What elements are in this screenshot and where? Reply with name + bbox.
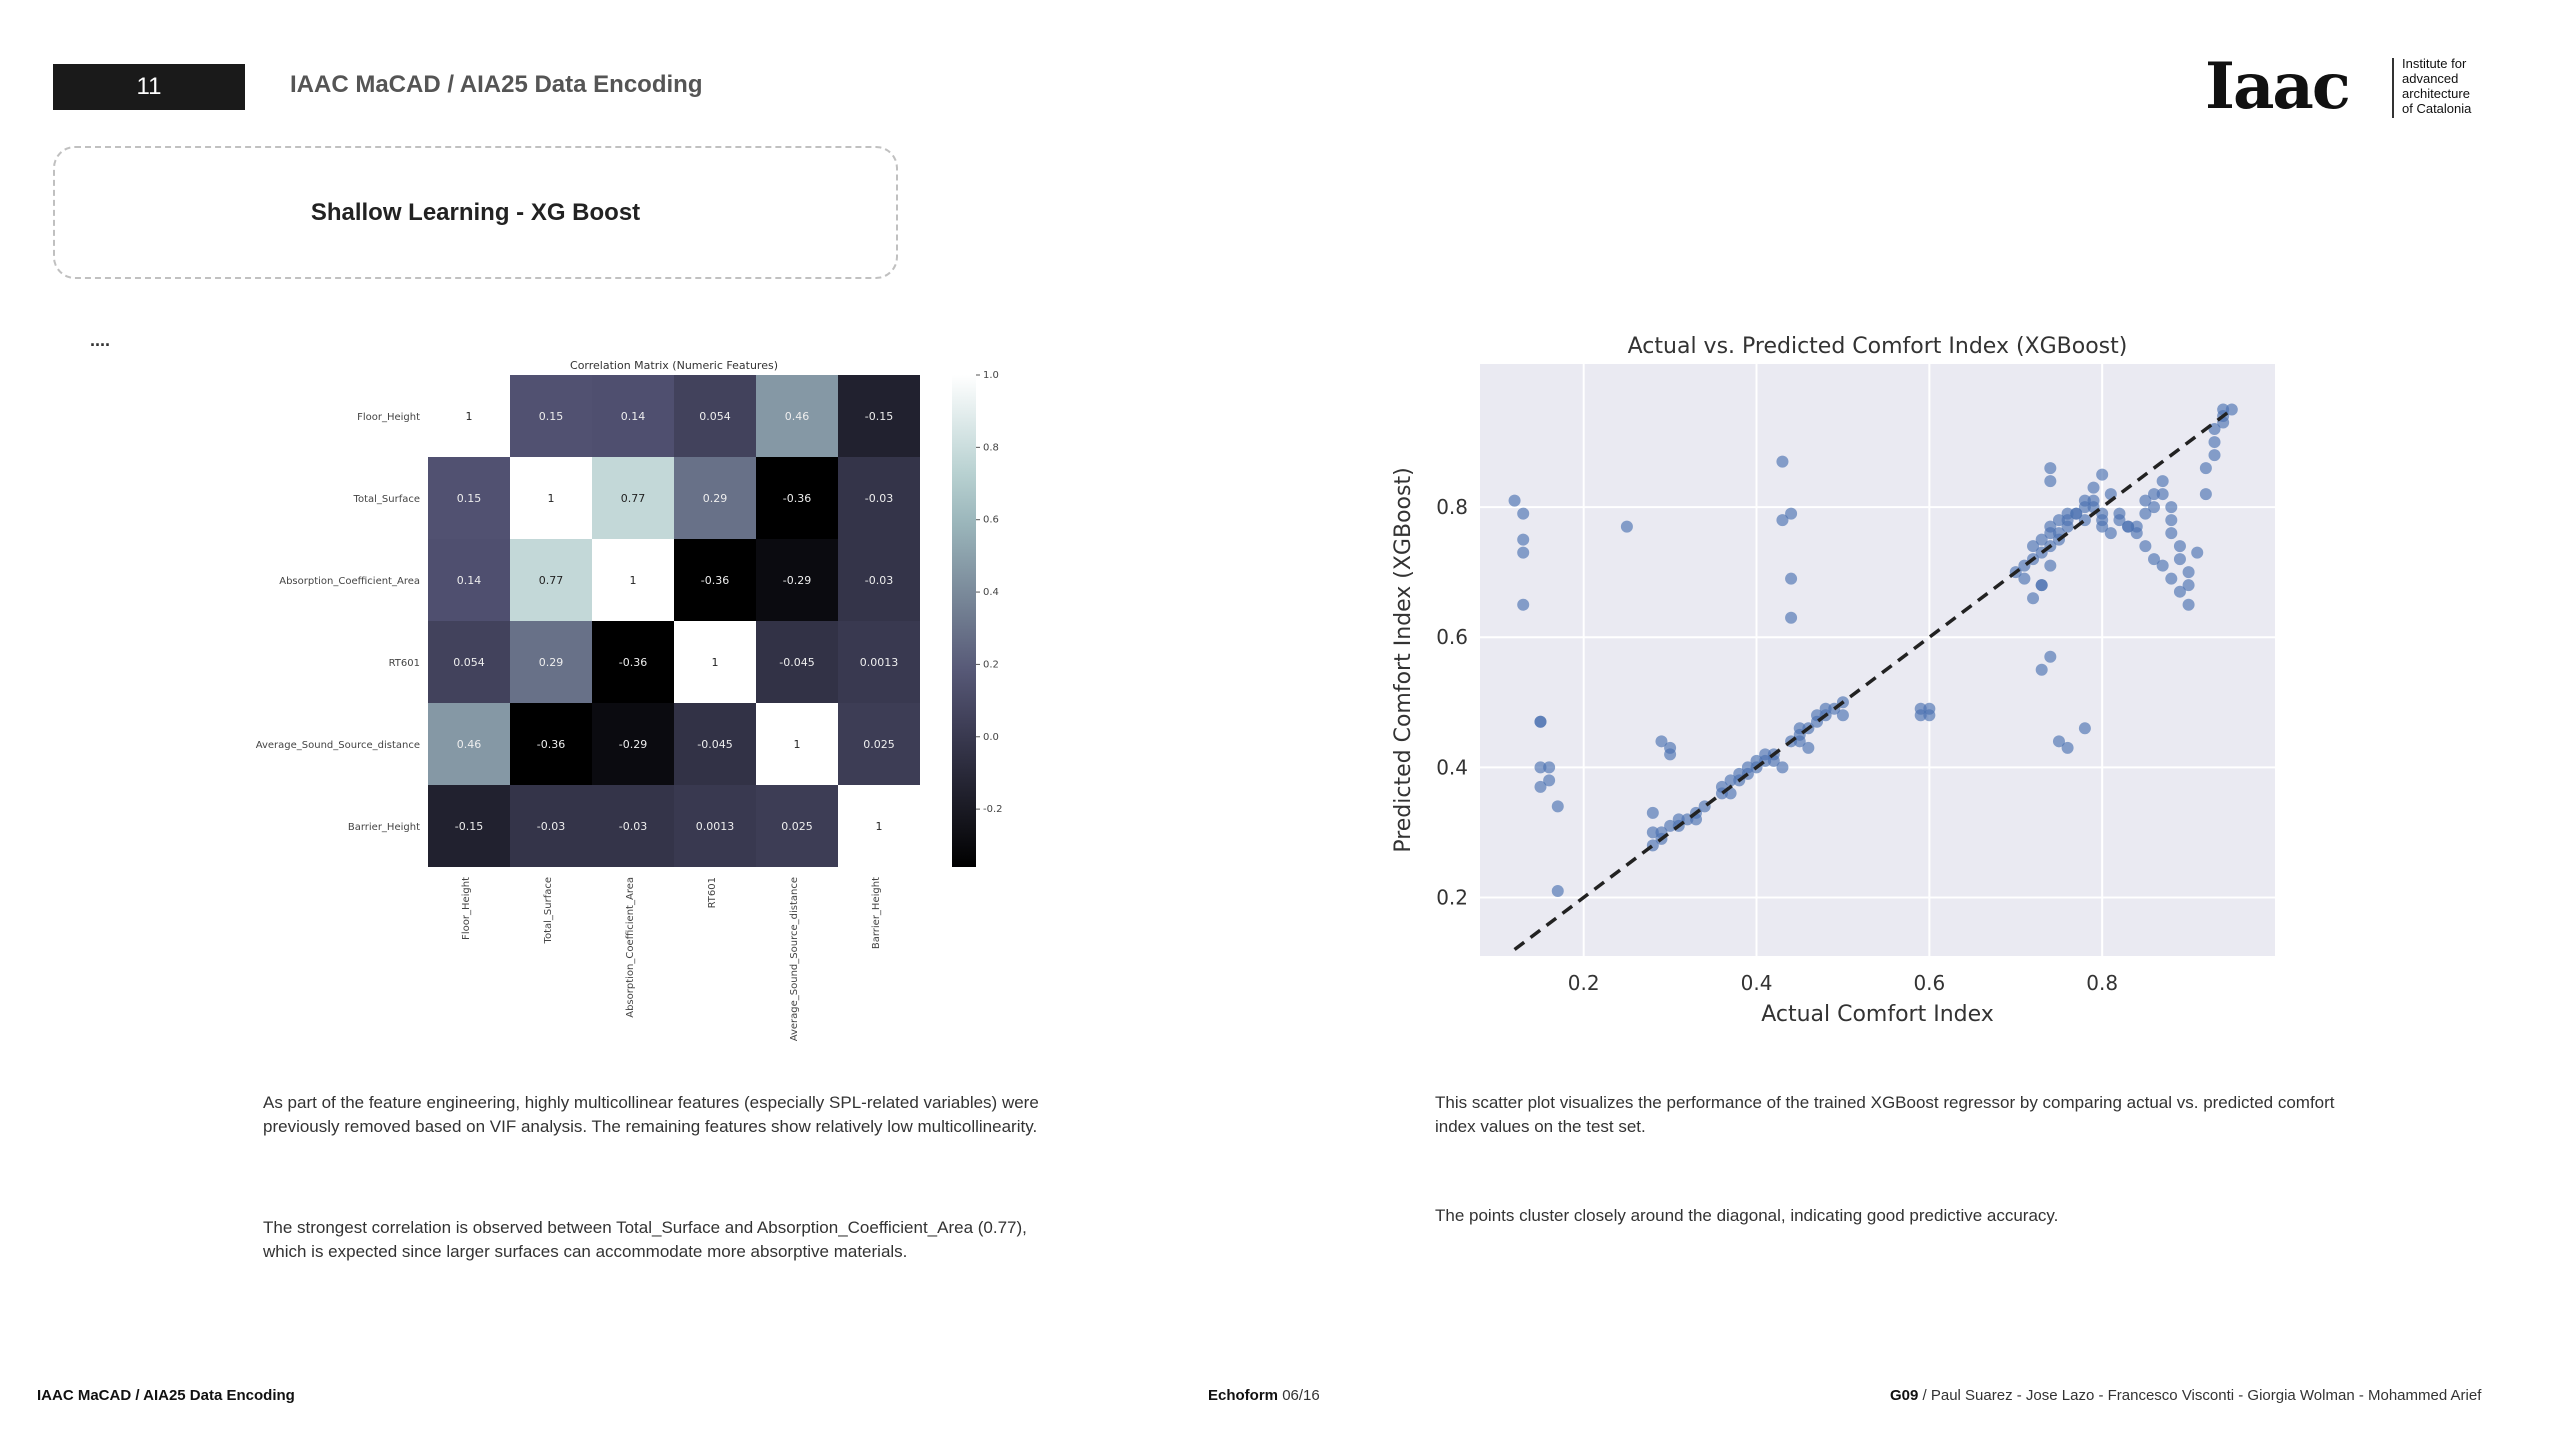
- heatmap-cell-label: -0.045: [697, 738, 733, 751]
- scatter-point: [1517, 534, 1529, 546]
- x-axis-label: Actual Comfort Index: [1761, 1002, 1994, 1027]
- heatmap-cell-label: 0.14: [620, 410, 646, 423]
- scatter-point: [2174, 553, 2186, 565]
- scatter-point: [1776, 761, 1788, 773]
- heatmap-row-label: Barrier_Height: [347, 822, 420, 833]
- scatter-point: [2148, 501, 2160, 513]
- scatter-point: [2157, 475, 2169, 487]
- x-tick-label: 0.2: [1567, 971, 1600, 995]
- heatmap-cell-label: 1: [793, 738, 801, 751]
- scatter-point: [1517, 508, 1529, 520]
- scatter-point: [1552, 800, 1564, 812]
- scatter-point: [2096, 469, 2108, 481]
- scatter-point: [1776, 456, 1788, 468]
- right-paragraph-2: The points cluster closely around the diagonal, indicating good predictive accuracy.: [1435, 1206, 2059, 1225]
- y-tick-label: 0.8: [1436, 495, 1468, 520]
- y-tick-label: 0.4: [1436, 755, 1468, 780]
- left-paragraph-1: As part of the feature engineering, highly multicollinear features (especially SPL-related variables) were previously removed based on VIF analysis. The remaining features show relatively low multicollinearity.: [263, 1093, 1039, 1136]
- heatmap-cell-label: 0.025: [781, 820, 813, 833]
- y-tick-label: 0.2: [1436, 885, 1468, 910]
- scatter-point: [2079, 722, 2091, 734]
- correlation-heatmap: [240, 355, 1040, 1075]
- header-title: IAAC MaCAD / AIA25 Data Encoding: [290, 71, 703, 98]
- heatmap-cell-label: -0.045: [779, 656, 815, 669]
- logo-text-line: Institute for: [2402, 56, 2467, 71]
- scatter-point: [2165, 573, 2177, 585]
- scatter-point: [2174, 540, 2186, 552]
- logo-text-line: of Catalonia: [2402, 101, 2472, 116]
- scatter-point: [2113, 508, 2125, 520]
- scatter-point: [2044, 651, 2056, 663]
- heatmap-cell-label: 1: [547, 492, 555, 505]
- heatmap-row-label: Total_Surface: [353, 494, 420, 505]
- scatter-point: [2209, 436, 2221, 448]
- scatter-point: [2062, 742, 2074, 754]
- heatmap-col-label: Average_Sound_Source_distance: [789, 877, 800, 1042]
- footer-group: G09: [1890, 1387, 1919, 1404]
- colorbar-tick-label: 0.2: [983, 659, 999, 671]
- x-tick-label: 0.8: [2086, 971, 2119, 995]
- logo-divider: [2392, 58, 2394, 118]
- footer-left: IAAC MaCAD / AIA25 Data Encoding: [37, 1387, 295, 1404]
- heatmap-cell-label: 0.15: [538, 410, 564, 423]
- heatmap-cell-label: 1: [711, 656, 719, 669]
- scatter-point: [1543, 774, 1555, 786]
- scatter-point: [2131, 527, 2143, 539]
- footer-project: Echoform: [1208, 1387, 1279, 1404]
- scatter-point: [2165, 527, 2177, 539]
- heatmap-cell-label: -0.15: [864, 410, 894, 423]
- heatmap-cell-label: 0.054: [699, 410, 731, 423]
- scatter-point: [1664, 742, 1676, 754]
- colorbar-tick-label: 0.8: [983, 442, 999, 454]
- section-title-box: [53, 146, 898, 279]
- footer-center: [1208, 1387, 1320, 1404]
- scatter-point: [1785, 612, 1797, 624]
- scatter-point: [1923, 709, 1935, 721]
- right-paragraph-1: This scatter plot visualizes the performance of the trained XGBoost regressor by comparing actual vs. predicted comfort index values on the test set.: [1435, 1093, 2335, 1136]
- scatter-point: [1543, 761, 1555, 773]
- scatter-point: [2183, 566, 2195, 578]
- scatter-point: [1517, 547, 1529, 559]
- scatter-point: [2200, 488, 2212, 500]
- heatmap-cell-label: 0.0013: [859, 656, 899, 669]
- scatter-point: [1647, 807, 1659, 819]
- heatmap-cell-label: -0.03: [618, 820, 648, 833]
- scatter-point: [2088, 482, 2100, 494]
- colorbar-tick-label: -0.2: [983, 804, 1003, 816]
- scatter-point: [2036, 579, 2048, 591]
- scatter-point: [2139, 540, 2151, 552]
- logo-text-line: architecture: [2402, 86, 2470, 101]
- heatmap-cell-label: 0.46: [456, 738, 482, 751]
- scatter-title: Actual vs. Predicted Comfort Index (XGBoost): [1627, 334, 2128, 359]
- colorbar: [952, 375, 976, 867]
- heatmap-cell-label: -0.36: [700, 574, 730, 587]
- heatmap-cell-label: 1: [629, 574, 637, 587]
- scatter-point: [2018, 573, 2030, 585]
- scatter-point: [2200, 462, 2212, 474]
- footer-page: 06/16: [1282, 1387, 1320, 1404]
- heatmap-cell-label: 0.054: [453, 656, 485, 669]
- scatter-point: [2183, 599, 2195, 611]
- heatmap-cell-label: -0.29: [782, 574, 812, 587]
- heatmap-cell-label: -0.29: [618, 738, 648, 751]
- logo-text: [2402, 56, 2492, 116]
- section-title: Shallow Learning - XG Boost: [310, 198, 641, 226]
- heatmap-cell-label: 1: [465, 410, 473, 423]
- scatter-point: [2070, 508, 2082, 520]
- y-axis-label: Predicted Comfort Index (XGBoost): [1391, 467, 1416, 853]
- scatter-point: [2157, 560, 2169, 572]
- scatter-point: [2044, 462, 2056, 474]
- heatmap-cell-label: 0.29: [702, 492, 728, 505]
- y-tick-label: 0.6: [1436, 625, 1468, 650]
- scatter-point: [2105, 527, 2117, 539]
- colorbar-tick-label: 0.4: [983, 587, 999, 599]
- scatter-point: [2027, 592, 2039, 604]
- colorbar-tick-label: 1.0: [983, 370, 999, 381]
- scatter-point: [1621, 521, 1633, 533]
- scatter-point: [1534, 716, 1546, 728]
- heatmap-cell-label: -0.15: [454, 820, 484, 833]
- scatter-point: [2157, 488, 2169, 500]
- x-tick-label: 0.6: [1913, 971, 1946, 995]
- footer-right: [1890, 1387, 2481, 1404]
- scatter-point: [1785, 508, 1797, 520]
- heatmap-cell-label: -0.03: [864, 574, 894, 587]
- scatter-point: [2036, 664, 2048, 676]
- heatmap-cell-label: 0.025: [863, 738, 895, 751]
- scatter-point: [1837, 709, 1849, 721]
- heatmap-row-label: Average_Sound_Source_distance: [255, 740, 420, 751]
- heatmap-col-label: Absorption_Coefficient_Area: [625, 877, 636, 1018]
- heatmap-cell-label: 0.14: [456, 574, 482, 587]
- scatter-point: [2165, 514, 2177, 526]
- heatmap-col-label: Barrier_Height: [871, 877, 882, 950]
- heatmap-cell-label: 0.46: [784, 410, 810, 423]
- heatmap-cell-label: 0.0013: [695, 820, 735, 833]
- heatmap-col-label: Total_Surface: [543, 877, 554, 944]
- scatter-point: [2209, 449, 2221, 461]
- page-number-badge: 11: [53, 64, 245, 110]
- left-paragraph-2: The strongest correlation is observed between Total_Surface and Absorption_Coefficient_Area (0.77), which is expected since larger surfaces can accommodate more absorptive materials.: [263, 1218, 1027, 1261]
- logo-text-line: advanced: [2402, 71, 2459, 86]
- heatmap-col-label: RT601: [707, 877, 718, 909]
- heatmap-row-label: RT601: [388, 658, 420, 669]
- heatmap-col-label: Floor_Height: [461, 877, 472, 940]
- heatmap-title: Correlation Matrix (Numeric Features): [570, 359, 778, 372]
- heatmap-row-label: Floor_Height: [357, 412, 420, 423]
- logo-mark: Iaac: [2205, 49, 2349, 124]
- heatmap-cell-label: -0.36: [782, 492, 812, 505]
- plot-area: [1480, 364, 2275, 956]
- scatter-point: [2044, 475, 2056, 487]
- iaac-logo: [2205, 49, 2485, 124]
- scatter-point: [1509, 495, 1521, 507]
- heatmap-cell-label: -0.36: [536, 738, 566, 751]
- colorbar-tick-label: 0.6: [983, 514, 999, 526]
- heatmap-cell-label: -0.03: [536, 820, 566, 833]
- scatter-point: [1785, 573, 1797, 585]
- heatmap-cell-label: 0.15: [456, 492, 482, 505]
- scatter-point: [2174, 586, 2186, 598]
- footer-authors: / Paul Suarez - Jose Lazo - Francesco Visconti - Giorgia Wolman - Mohammed Arief: [1922, 1387, 2482, 1404]
- x-tick-label: 0.4: [1740, 971, 1773, 995]
- scatter-plot: [1380, 322, 2300, 1042]
- ellipsis: ....: [90, 330, 111, 350]
- scatter-point: [2044, 560, 2056, 572]
- colorbar-tick-label: 0.0: [983, 731, 999, 743]
- heatmap-row-label: Absorption_Coefficient_Area: [279, 576, 420, 587]
- scatter-point: [2165, 501, 2177, 513]
- heatmap-cell-label: 1: [875, 820, 883, 833]
- scatter-point: [1517, 599, 1529, 611]
- heatmap-cell-label: 0.77: [538, 574, 564, 587]
- scatter-point: [2191, 547, 2203, 559]
- scatter-point: [1552, 885, 1564, 897]
- scatter-point: [2096, 514, 2108, 526]
- scatter-point: [1802, 742, 1814, 754]
- heatmap-cell-label: -0.36: [618, 656, 648, 669]
- heatmap-cell-label: 0.77: [620, 492, 646, 505]
- heatmap-cell-label: -0.03: [864, 492, 894, 505]
- heatmap-cell-label: 0.29: [538, 656, 564, 669]
